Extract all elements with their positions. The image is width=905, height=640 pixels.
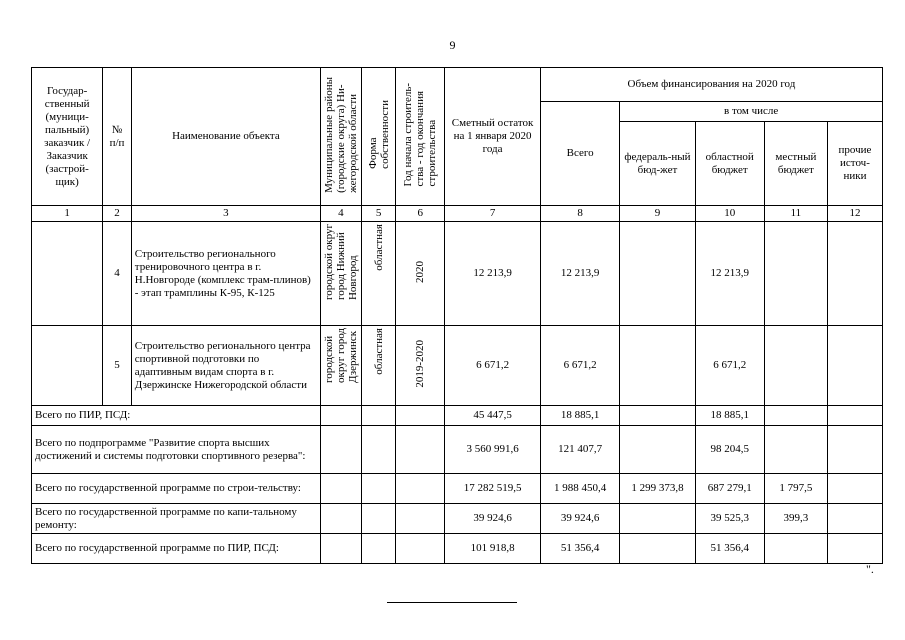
column-number-row <box>32 206 883 222</box>
cell-other <box>827 326 882 406</box>
total-label: Всего по государственной программе по капи-тальному ремонту: <box>32 504 321 534</box>
ownership-text: областная <box>372 328 385 375</box>
header-num: № п/п <box>103 68 132 206</box>
cell-regional: 6 671,2 <box>695 326 764 406</box>
header-ownership-line: собственности <box>378 100 391 169</box>
cell-empty <box>321 534 362 564</box>
cell-other <box>827 426 882 474</box>
total-row <box>32 426 883 474</box>
cell-estimate: 39 924,6 <box>445 504 541 534</box>
cell-local <box>764 406 827 426</box>
cell-empty <box>321 504 362 534</box>
column-number: 1 <box>32 206 103 222</box>
header-customer: Государ-ственный (муници-пальный) заказчик / Заказчик (застрой-щик) <box>32 68 103 206</box>
cell-empty <box>361 474 396 504</box>
total-row <box>32 534 883 564</box>
cell-total: 121 407,7 <box>540 426 619 474</box>
cell-estimate: 12 213,9 <box>445 222 541 326</box>
cell-num: 5 <box>103 326 132 406</box>
cell-estimate: 45 447,5 <box>445 406 541 426</box>
cell-empty <box>361 406 396 426</box>
cell-regional: 18 885,1 <box>695 406 764 426</box>
cell-federal: 1 299 373,8 <box>620 474 695 504</box>
district-line: город Нижний <box>334 232 347 301</box>
column-number: 7 <box>445 206 541 222</box>
header-including: в том числе <box>620 102 883 122</box>
total-label: Всего по подпрограмме "Развитие спорта высших достижений и системы подготовки спортивного резерва": <box>32 426 321 474</box>
header-years <box>396 68 445 206</box>
cell-other <box>827 406 882 426</box>
cell-district <box>321 326 362 406</box>
column-number: 3 <box>131 206 320 222</box>
cell-federal <box>620 534 695 564</box>
financing-table <box>31 67 883 564</box>
header-years-line: ства - год окончания <box>414 90 427 187</box>
cell-other <box>827 534 882 564</box>
cell-object-name: Строительство регионального центра спортивной подготовки по адаптивным видам спорта в г. Дзержинске Нижегородской области <box>131 326 320 406</box>
cell-total: 18 885,1 <box>540 406 619 426</box>
cell-federal <box>620 426 695 474</box>
cell-other <box>827 474 882 504</box>
cell-regional: 39 525,3 <box>695 504 764 534</box>
cell-empty <box>396 474 445 504</box>
cell-local <box>764 326 827 406</box>
cell-estimate: 3 560 991,6 <box>445 426 541 474</box>
cell-total: 51 356,4 <box>540 534 619 564</box>
total-row <box>32 504 883 534</box>
header-federal: федераль-ный бюд-жет <box>620 122 695 206</box>
cell-empty <box>396 504 445 534</box>
district-line: округ город <box>334 328 347 383</box>
header-years-line: Год начала строитель- <box>402 82 415 187</box>
total-row <box>32 406 883 426</box>
header-years-line: строительства <box>426 119 439 187</box>
column-number: 12 <box>827 206 882 222</box>
cell-years <box>396 222 445 326</box>
cell-empty <box>396 406 445 426</box>
header-districts-line: жегородской области <box>346 93 359 193</box>
header-financing: Объем финансирования на 2020 год <box>540 68 882 102</box>
district-line: Новгород <box>346 255 359 301</box>
page-number: 9 <box>449 38 456 52</box>
header-districts <box>321 68 362 206</box>
column-number: 4 <box>321 206 362 222</box>
cell-federal <box>620 504 695 534</box>
header-total: Всего <box>540 102 619 206</box>
cell-customer <box>32 222 103 326</box>
cell-federal <box>620 406 695 426</box>
cell-total: 1 988 450,4 <box>540 474 619 504</box>
total-label: Всего по государственной программе по строи-тельству: <box>32 474 321 504</box>
cell-total: 12 213,9 <box>540 222 619 326</box>
cell-empty <box>361 534 396 564</box>
cell-federal <box>620 326 695 406</box>
cell-customer <box>32 326 103 406</box>
closing-quote: ". <box>866 562 874 576</box>
column-number: 11 <box>764 206 827 222</box>
cell-federal <box>620 222 695 326</box>
cell-object-name: Строительство регионального тренировочного центра в г. Н.Новгороде (комплекс трам-плинов) - этап трамплины К-95, К-125 <box>131 222 320 326</box>
cell-local <box>764 534 827 564</box>
years-text: 2019-2020 <box>414 339 427 388</box>
ownership-text: областная <box>372 224 385 271</box>
cell-regional: 12 213,9 <box>695 222 764 326</box>
header-districts-line: (городские округа) Ни- <box>334 84 347 193</box>
cell-estimate: 6 671,2 <box>445 326 541 406</box>
header-estimate: Сметный остаток на 1 января 2020 года <box>445 68 541 206</box>
header-local: местный бюджет <box>764 122 827 206</box>
total-label: Всего по государственной программе по ПИР, ПСД: <box>32 534 321 564</box>
header-districts-line: Муниципальные районы <box>322 76 335 193</box>
header-ownership <box>361 68 396 206</box>
cell-empty <box>396 426 445 474</box>
footer-divider <box>387 602 517 603</box>
cell-total: 6 671,2 <box>540 326 619 406</box>
cell-local <box>764 222 827 326</box>
district-line: городской округ <box>322 224 335 301</box>
cell-num: 4 <box>103 222 132 326</box>
cell-district <box>321 222 362 326</box>
cell-empty <box>321 406 362 426</box>
cell-other <box>827 504 882 534</box>
years-text: 2020 <box>414 260 427 283</box>
column-number: 5 <box>361 206 396 222</box>
column-number: 9 <box>620 206 695 222</box>
district-line: городской <box>322 335 335 383</box>
cell-local: 1 797,5 <box>764 474 827 504</box>
column-number: 8 <box>540 206 619 222</box>
cell-empty <box>321 426 362 474</box>
header-regional: областной бюджет <box>695 122 764 206</box>
cell-empty <box>361 426 396 474</box>
column-number: 10 <box>695 206 764 222</box>
cell-other <box>827 222 882 326</box>
table-row <box>32 326 883 406</box>
column-number: 2 <box>103 206 132 222</box>
cell-empty <box>361 504 396 534</box>
table-row <box>32 222 883 326</box>
cell-local <box>764 426 827 474</box>
cell-total: 39 924,6 <box>540 504 619 534</box>
cell-ownership <box>361 326 396 406</box>
header-other: прочие источ-ники <box>827 122 882 206</box>
total-row <box>32 474 883 504</box>
cell-local: 399,3 <box>764 504 827 534</box>
cell-empty <box>321 474 362 504</box>
cell-ownership <box>361 222 396 326</box>
cell-estimate: 101 918,8 <box>445 534 541 564</box>
header-object-name: Наименование объекта <box>131 68 320 206</box>
cell-years <box>396 326 445 406</box>
cell-empty <box>396 534 445 564</box>
total-label: Всего по ПИР, ПСД: <box>32 406 321 426</box>
district-line: Дзержинск <box>346 330 359 383</box>
cell-regional: 98 204,5 <box>695 426 764 474</box>
column-number: 6 <box>396 206 445 222</box>
header-ownership-line: Форма <box>366 137 379 169</box>
cell-regional: 51 356,4 <box>695 534 764 564</box>
cell-regional: 687 279,1 <box>695 474 764 504</box>
cell-estimate: 17 282 519,5 <box>445 474 541 504</box>
